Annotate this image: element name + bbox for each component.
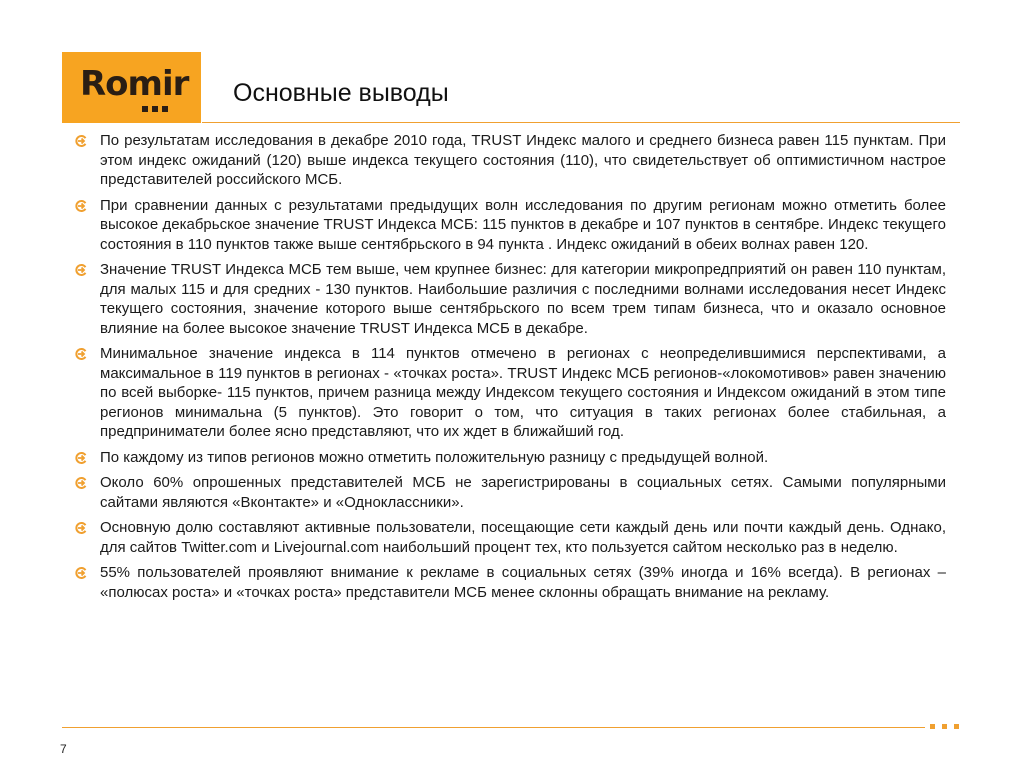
finding-item — [74, 518, 946, 557]
page-title: Основные выводы — [233, 79, 449, 107]
logo-dots — [142, 106, 168, 112]
circled-arrow-icon — [74, 566, 88, 580]
finding-item — [74, 563, 946, 602]
circled-arrow-icon — [74, 521, 88, 535]
finding-item — [74, 473, 946, 512]
circled-arrow-icon — [74, 476, 88, 490]
finding-text: При сравнении данных с результатами предыдущих волн исследования по другим регионам можно отметить более высокое декабрьское значение TRUST Индекса МСБ: 115 пунктов в декабре и 107 пунктов в сентябре. Индекс текущего состояния в 110 пунктов также выше сентябрьского в 94 пункта . Индекс ожиданий в обеих волнах равен 120. — [100, 196, 946, 253]
finding-item — [74, 448, 946, 468]
circled-arrow-icon — [74, 134, 88, 148]
circled-arrow-icon — [74, 263, 88, 277]
finding-text: Основную долю составляют активные пользователи, посещающие сети каждый день или почти каждый день. Однако, для сайтов Twitter.com и Livejournal.com наибольший процент тех, кто пользуется сайтом несколько раз в неделю. — [100, 519, 946, 556]
finding-text: Около 60% опрошенных представителей МСБ не зарегистрированы в социальных сетях. Самыми популярными сайтами являются «Вконтакте» и «Одноклассники». — [100, 474, 946, 511]
finding-text: По результатам исследования в декабре 2010 года, TRUST Индекс малого и среднего бизнеса равен 115 пунктам. При этом индекс ожиданий (120) выше индекса текущего состояния (110), что свидетельствует об оптимистичном настрое представителей российского МСБ. — [100, 132, 946, 188]
finding-item — [74, 260, 946, 338]
finding-text: По каждому из типов регионов можно отметить положительную разницу с предыдущей волной. — [100, 448, 769, 466]
finding-text: 55% пользователей проявляют внимание к рекламе в социальных сетях (39% иногда и 16% всегда). В регионах – «полюсах роста» и «точках роста» представители МСБ менее склонны обращать внимание на рекламу. — [100, 564, 946, 601]
circled-arrow-icon — [74, 199, 88, 213]
finding-text: Значение TRUST Индекса МСБ тем выше, чем крупнее бизнес: для категории микропредприятий он равен 110 пунктам, для малых 115 и для средних - 130 пунктов. Наибольшие различия с последними волнами исследования несет Индекс текущего состояния, значение которого выше сентябрьского по всем трем типам бизнеса, что и оказало основное влияние на более высокое значение TRUST Индекса МСБ в декабре. — [100, 261, 946, 337]
finding-text: Минимальное значение индекса в 114 пунктов отмечено в регионах с неопределившимися перспективами, а максимальное в 119 пунктов в регионах - «точках роста». TRUST Индекс МСБ регионов-«локомотивов» равен значению по всей выборке- 115 пунктов, причем разница между Индексом текущего состояния и Индексом ожиданий в этом типе регионов минимальна (5 пунктов). Это говорит о том, что ситуация в таких регионах более стабильная, а предприниматели более ясно представляют, что их ждет в ближайший год. — [100, 345, 946, 440]
finding-item — [74, 131, 946, 190]
footer-divider — [62, 727, 925, 728]
findings-list — [74, 131, 946, 608]
romir-logo — [62, 52, 201, 123]
circled-arrow-icon — [74, 347, 88, 361]
footer-dots — [930, 724, 959, 729]
page-number: 7 — [60, 742, 67, 756]
logo-text: Romir — [80, 64, 189, 104]
finding-item — [74, 344, 946, 442]
title-divider — [202, 122, 960, 123]
finding-item — [74, 196, 946, 255]
circled-arrow-icon — [74, 451, 88, 465]
